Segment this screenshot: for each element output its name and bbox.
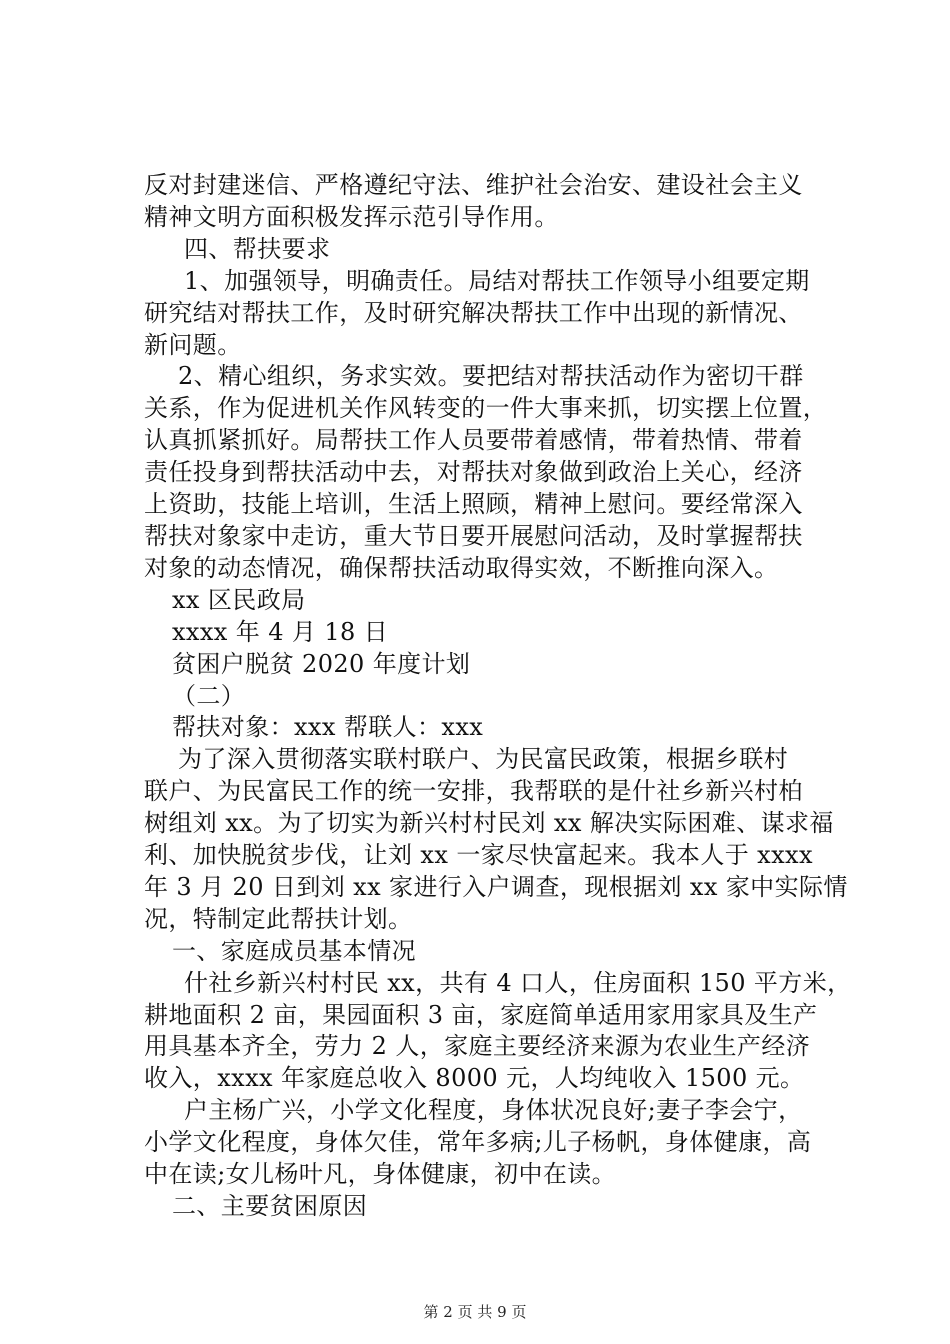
text-line: 联户、为民富民工作的统一安排，我帮联的是什社乡新兴村柏 [144,777,803,806]
text-line: 新问题。 [144,330,242,359]
text-line: 2、精心组织，务求实效。要把结对帮扶活动作为密切干群 [178,362,804,391]
text-line: 1、加强领导，明确责任。局结对帮扶工作领导小组要定期 [184,266,810,295]
text-line: 关系，作为促进机关作风转变的一件大事来抓，切实摆上位置， [144,394,828,423]
text-line: 收入，xxxx 年家庭总收入 8000 元，人均纯收入 1500 元。 [144,1064,805,1093]
text-line: 反对封建迷信、严格遵纪守法、维护社会治安、建设社会主义 [144,171,803,199]
document-subtitle: （二） [172,681,246,710]
text-line: 中在读;女儿杨叶凡，身体健康，初中在读。 [144,1160,617,1189]
text-line: 帮扶对象：xxx 帮联人：xxx [172,713,484,742]
section-heading: 四、帮扶要求 [184,234,331,263]
text-line: 认真抓紧抓好。局帮扶工作人员要带着感情，带着热情、带着 [144,426,803,455]
text-line: 上资助，技能上培训，生活上照顾，精神上慰问。要经常深入 [144,490,803,519]
text-line: 户主杨广兴，小学文化程度，身体状况良好;妻子李会宁， [184,1096,803,1125]
section-heading: 一、家庭成员基本情况 [172,936,416,965]
section-heading: 二、主要贫困原因 [172,1192,368,1220]
text-line: 耕地面积 2 亩，果园面积 3 亩，家庭简单适用家用家具及生产 [144,1000,818,1029]
issue-date: xxxx 年 4 月 18 日 [172,617,389,646]
text-line: 对象的动态情况，确保帮扶活动取得实效，不断推向深入。 [144,553,779,582]
text-line: 用具基本齐全，劳力 2 人，家庭主要经济来源为农业生产经济 [144,1032,811,1061]
text-line: 小学文化程度，身体欠佳，常年多病;儿子杨帆，身体健康，高 [144,1128,812,1157]
text-line: 精神文明方面积极发挥示范引导作用。 [144,202,559,231]
page-number: 第 2 页 共 9 页 [423,1303,527,1321]
text-line: 研究结对帮扶工作，及时研究解决帮扶工作中出现的新情况、 [144,298,803,327]
document-body [144,170,852,1223]
text-line: 帮扶对象家中走访，重大节日要开展慰问活动，及时掌握帮扶 [144,521,803,550]
text-line: 况，特制定此帮扶计划。 [144,904,413,933]
text-line: 利、加快脱贫步伐，让刘 xx 一家尽快富起来。我本人于 xxxx [144,841,813,870]
text-line: 责任投身到帮扶活动中去，对帮扶对象做到政治上关心，经济 [144,458,803,487]
issuer-name: xx 区民政局 [172,585,306,614]
text-line: 树组刘 xx。为了切实为新兴村村民刘 xx 解决实际困难、谋求福 [144,809,834,838]
text-line: 年 3 月 20 日到刘 xx 家进行入户调查，现根据刘 xx 家中实际情 [144,872,848,901]
text-line: 为了深入贯彻落实联村联户、为民富民政策，根据乡联村 [178,745,788,774]
document-title: 贫困户脱贫 2020 年度计划 [172,649,471,678]
text-line: 什社乡新兴村村民 xx，共有 4 口人，住房面积 150 平方米， [184,968,852,997]
